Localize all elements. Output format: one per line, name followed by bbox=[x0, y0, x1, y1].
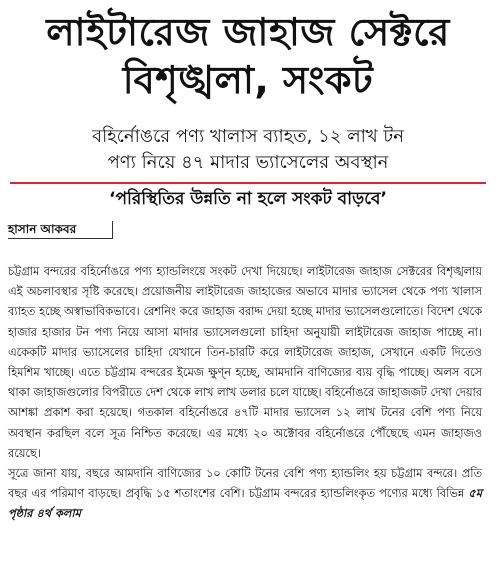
red-divider bbox=[10, 182, 486, 184]
byline-side-rule bbox=[112, 221, 113, 239]
headline bbox=[0, 8, 496, 104]
headline-line-1: লাইটারেজ জাহাজ সেক্টরে bbox=[46, 10, 450, 54]
continuation-reference: ৫ম পৃষ্ঠার ৪র্থ কলাম bbox=[8, 487, 482, 521]
pull-quote: ‘পরিস্থিতির উন্নতি না হলে সংকট বাড়বে’ bbox=[109, 189, 387, 209]
headline-line-2: বিশৃঙ্খলা, সংকট bbox=[122, 58, 374, 102]
paragraph-2 bbox=[8, 464, 482, 525]
subheadline bbox=[0, 124, 496, 176]
paragraph-1: চট্টগ্রাম বন্দরের বহির্নোঙরে পণ্য হ্যান্ডলিংয়ে সংকট দেখা দিয়েছে। লাইটারেজ জাহাজ সেক্টরের বিশৃঙ্খলায় এই অচলাবস্থার সৃষ্টি করেছে। প্রয়োজনীয় লাইটারেজ জাহাজের অভাবে মাদার ভ্যাসেল থেকে পণ্য খালাস ব্যাহত হচ্ছে অস্বাভাবিকভাবে। রেশনিং করে জাহাজ বরাদ্দ দেয়া হচ্ছে মাদার ভ্যাসেলগুলোতে। বিদেশ থেকে হাজার হাজার টন পণ্য নিয়ে আসা মাদার ভ্যাসেলগুলো চাহিদা অনুযায়ী লাইটারেজ জাহাজ পাচ্ছে না। একেকটি মাদার ভ্যাসেলের চাহিদা যেখানে তিন-চারটি করে লাইটারেজ জাহাজ, সেখানে একটি দিতেও হিমশিম খাচ্ছে। এতে চট্টগ্রাম বন্দরের ইমেজ ক্ষুণ্ন হচ্ছে, আমদানি বাণিজ্যের ব্যয় বৃদ্ধি পাচ্ছে। অলস বসে থাকা জাহাজগুলোর বিপরীতে দেশ থেকে লাখ লাখ ডলার চলে যাচ্ছে। বহির্নোঙরে জাহাজজট দেখা দেয়ার আশঙ্কা প্রকাশ করা হয়েছে। গতকাল বহির্নোঙরে ৪৭টি মাদার ভ্যাসেল ১২ লাখ টনের বেশি পণ্য নিয়ে অবস্থান করছিল বলে সূত্র নিশ্চিত করেছে। এর মধ্যে ২০ অক্টোবর বহির্নোঙরে পৌঁছেছে এমন জাহাজও রয়েছে। bbox=[8, 265, 482, 460]
article-body bbox=[8, 262, 482, 525]
byline: হাসান আকবর bbox=[8, 222, 77, 236]
subheadline-line-2: পণ্য নিয়ে ৪৭ মাদার ভ্যাসেলের অবস্থান bbox=[107, 152, 389, 173]
subheadline-line-1: বহির্নোঙরে পণ্য খালাস ব্যাহত, ১২ লাখ টন bbox=[92, 126, 404, 147]
byline-underline bbox=[8, 238, 112, 239]
paragraph-2-text: সূত্রে জানা যায়, বছরে আমদানি বাণিজ্যের ১০ কোটি টনের বেশি পণ্য হ্যান্ডলিং হয় চট্টগ্রাম বন্দরে। প্রতি বছর এর পরিমাণ বাড়ছে। প্রবৃদ্ধি ১৫ শতাংশের বেশি। চট্টগ্রাম বন্দরের হ্যান্ডলিংকৃত পণ্যের মধ্যে বিভিন্ন bbox=[8, 467, 482, 501]
